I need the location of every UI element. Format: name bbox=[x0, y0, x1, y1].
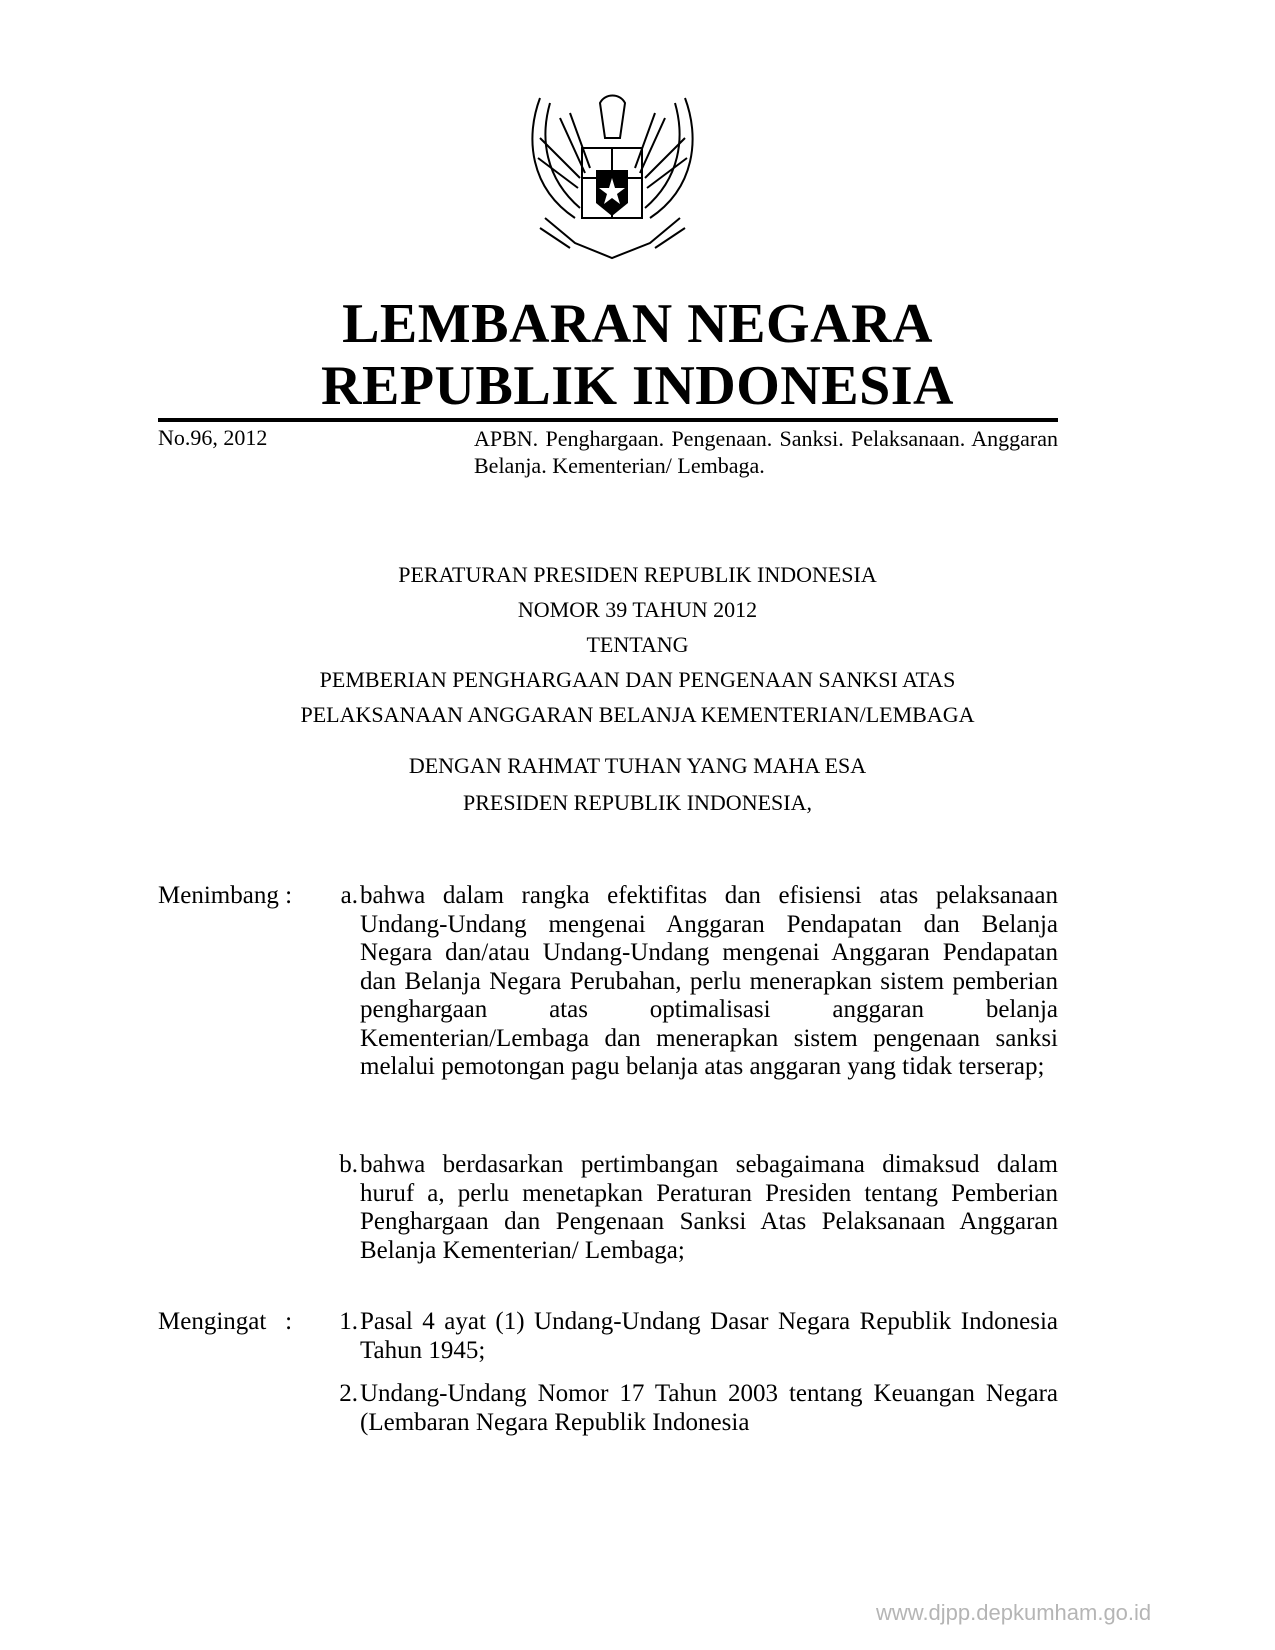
regulation-number: NOMOR 39 TAHUN 2012 bbox=[517, 597, 758, 622]
item-marker: b. bbox=[339, 1151, 358, 1178]
gazette-title-line2: REPUBLIK INDONESIA bbox=[321, 355, 954, 417]
header-rule bbox=[158, 418, 1058, 422]
gazette-number: No.96, 2012 bbox=[158, 425, 268, 450]
garuda-emblem-icon bbox=[520, 78, 705, 268]
mengingat-2-text: Undang-Undang Nomor 17 Tahun 2003 tentang Keuangan Negara (Lembaran Negara Republik Indonesia bbox=[360, 1380, 1058, 1436]
invocation: DENGAN RAHMAT TUHAN YANG MAHA ESA bbox=[408, 753, 867, 778]
mengingat-label: Mengingat : bbox=[158, 1308, 299, 1335]
regulation-title-1: PEMBERIAN PENGHARGAAN DAN PENGENAAN SANKSI ATAS bbox=[319, 667, 956, 692]
gazette-title-line1: LEMBARAN NEGARA bbox=[342, 293, 933, 355]
regulation-tentang: TENTANG bbox=[586, 632, 689, 657]
item-marker: 2. bbox=[339, 1380, 358, 1407]
regulation-type: PERATURAN PRESIDEN REPUBLIK INDONESIA bbox=[398, 562, 877, 587]
menimbang-b-text: bahwa berdasarkan pertimbangan sebagaimana dimaksud dalam huruf a, perlu menetapkan Peraturan Presiden tentang Pemberian Penghargaan dan Pengenaan Sanksi Atas Pelaksanaan Anggaran Belanja Kementerian/ Lembaga; bbox=[360, 1151, 1058, 1264]
footer-url-link[interactable]: www.djpp.depkumham.go.id bbox=[876, 1600, 1152, 1625]
menimbang-a-text: bahwa dalam rangka efektifitas dan efisiensi atas pelaksanaan Undang-Undang mengenai Anggaran Pendapatan dan Belanja Negara dan/atau Undang-Undang mengenai Anggaran Pendapatan dan Belanja Negara Perubahan, perlu menerapkan sistem pemberian penghargaan atas optimalisasi anggaran belanja Kementerian/Lembaga dan menerapkan sistem pengenaan sanksi melalui pemotongan pagu belanja atas anggaran yang tidak terserap; bbox=[360, 882, 1058, 1080]
mengingat-1-text: Pasal 4 ayat (1) Undang-Undang Dasar Negara Republik Indonesia Tahun 1945; bbox=[360, 1308, 1058, 1364]
president-heading: PRESIDEN REPUBLIK INDONESIA, bbox=[463, 790, 812, 815]
gazette-subject: APBN. Penghargaan. Pengenaan. Sanksi. Pelaksanaan. Anggaran Belanja. Kementerian/ Lembaga. bbox=[474, 426, 1058, 478]
item-marker: a. bbox=[340, 882, 358, 909]
item-marker: 1. bbox=[339, 1308, 358, 1335]
regulation-title-2: PELAKSANAAN ANGGARAN BELANJA KEMENTERIAN/LEMBAGA bbox=[300, 702, 975, 727]
menimbang-label: Menimbang : bbox=[158, 882, 293, 909]
